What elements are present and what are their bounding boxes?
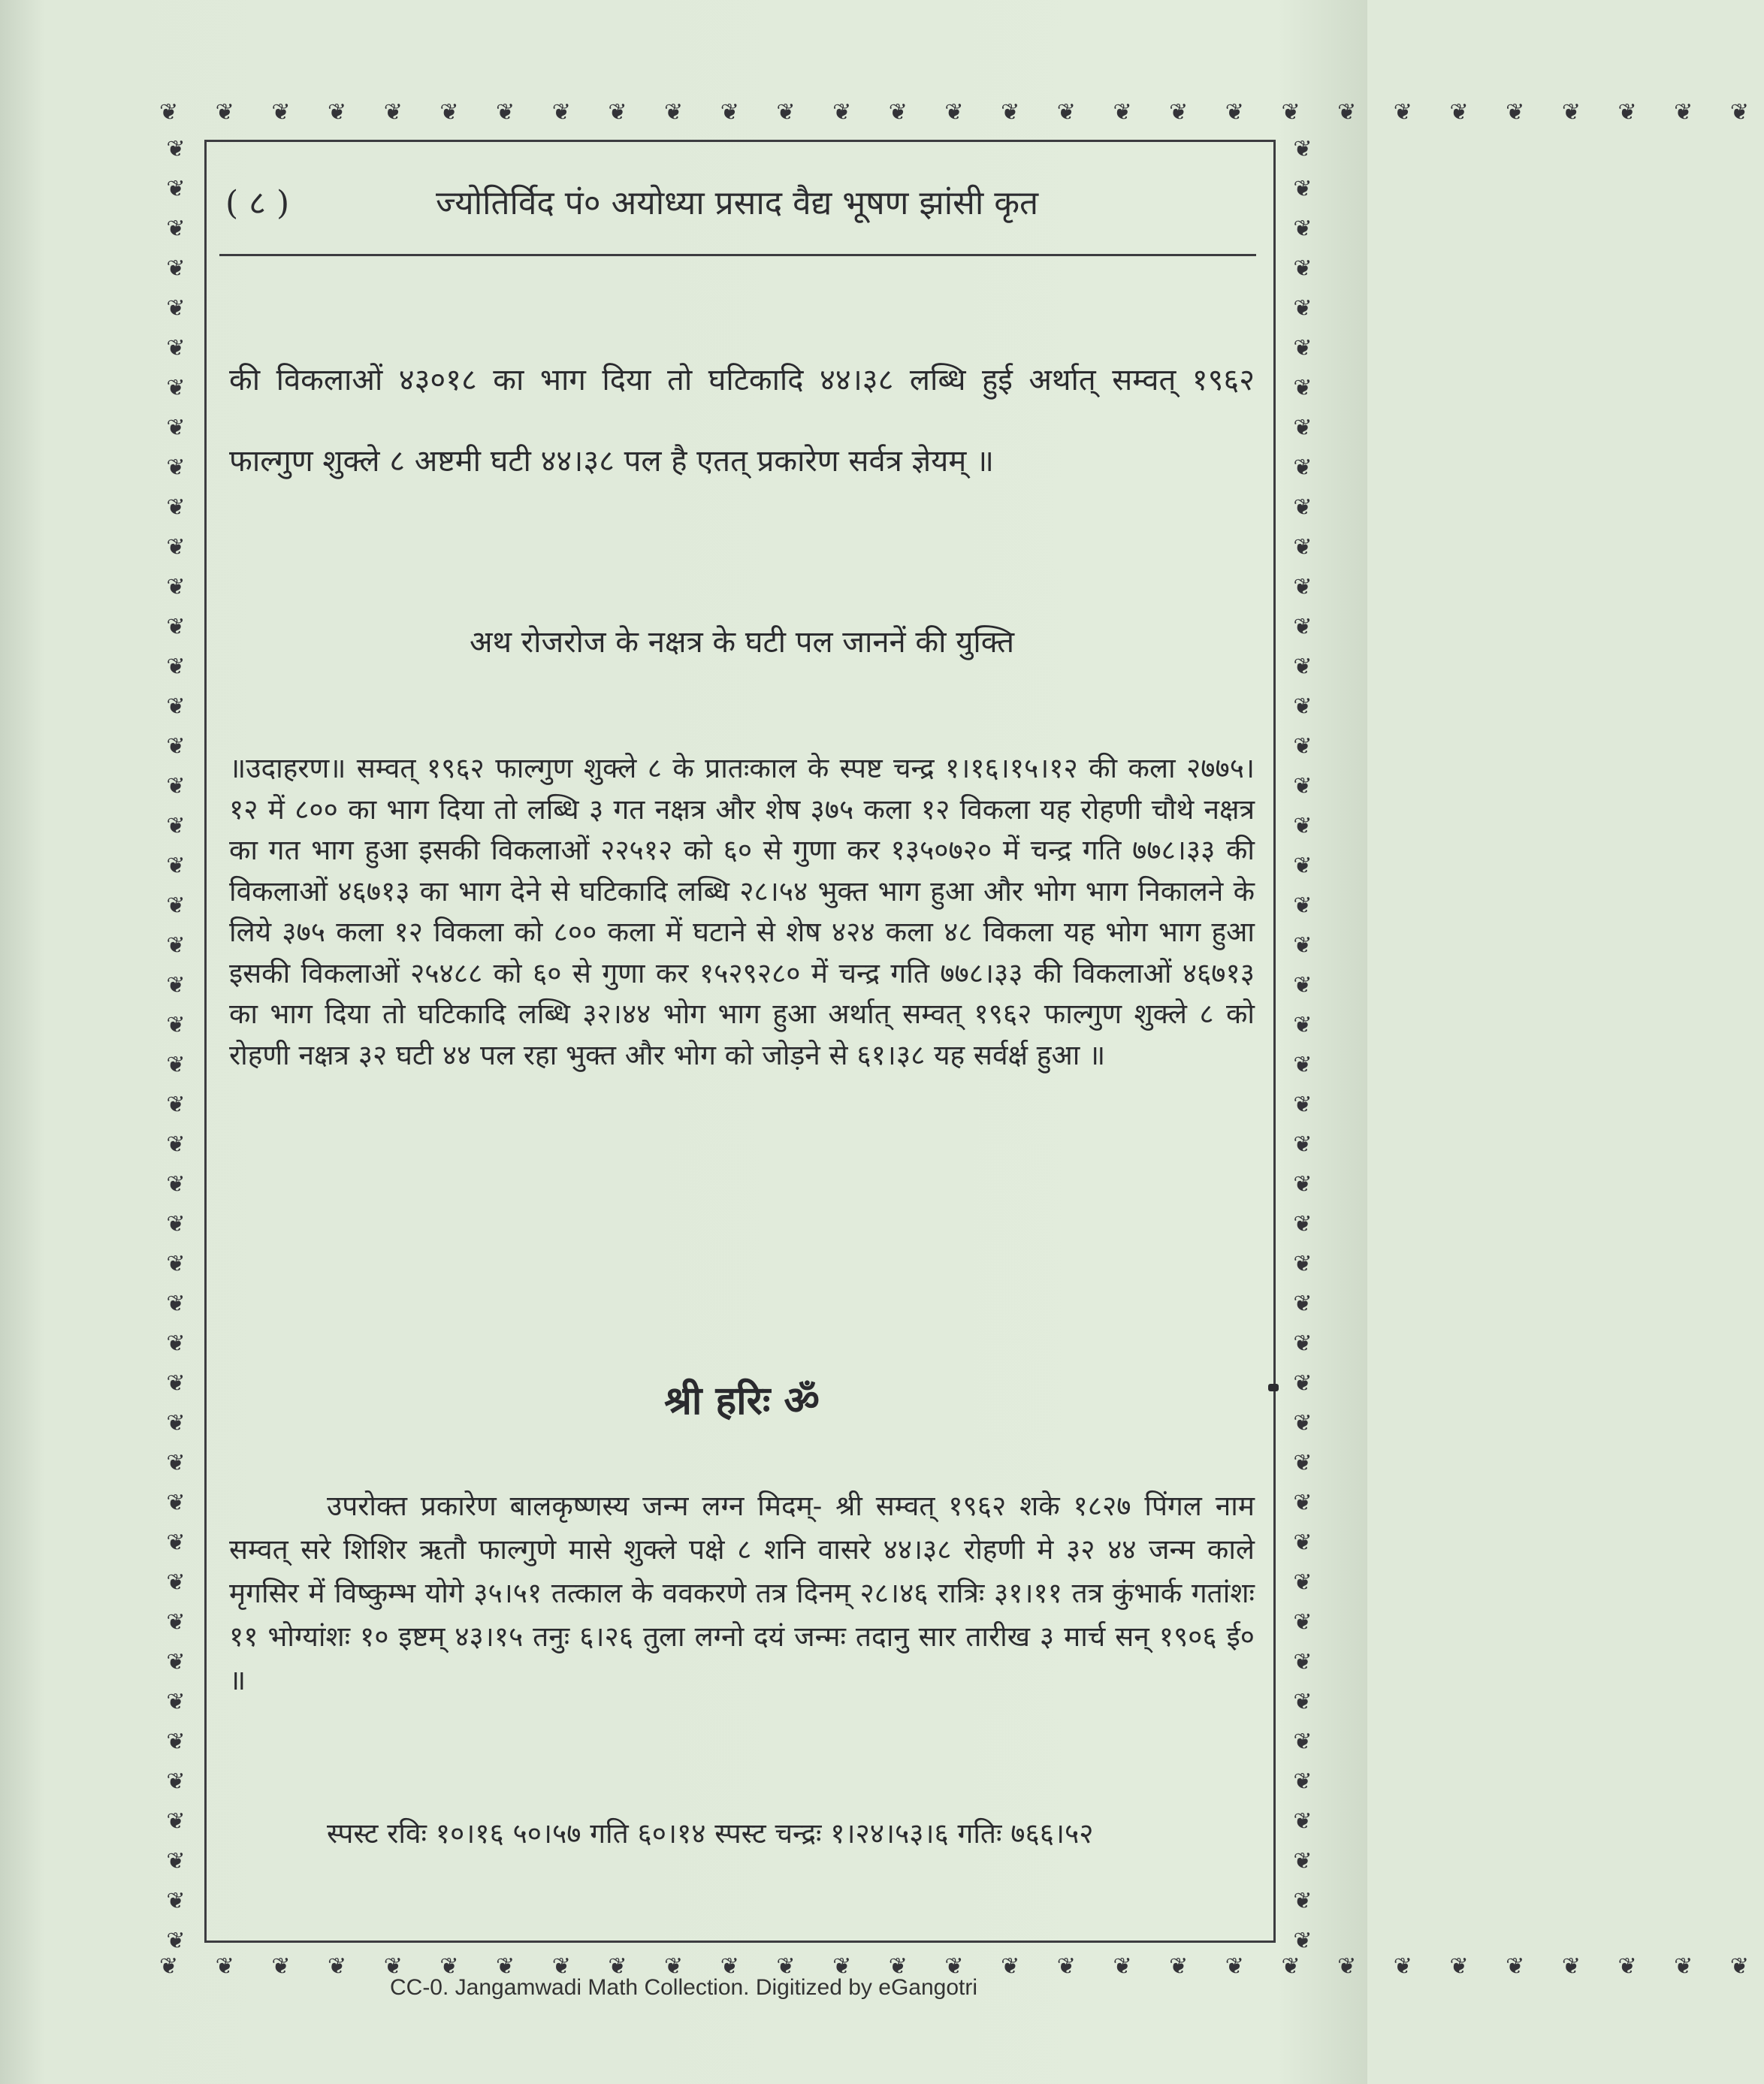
planet-positions-paragraph: स्पस्ट रविः १०।१६ ५०।५७ गति ६०।१४ स्पस्ट चन्द्रः १।२४।५३।६ गतिः ७६६।५२ (327, 1817, 1094, 1850)
running-header (218, 170, 1240, 237)
horoscope-paragraph: उपरोक्त प्रकारेण बालकृष्णस्य जन्म लग्न मिदम्- श्री सम्वत् १९६२ शके १८२७ पिंगल नाम सम्वत् सरे शिशिर ऋतौ फाल्गुणे मासे शुक्ले पक्षे ८ शनि वासरे ४४।३८ रोहणी मे ३२ ४४ जन्म काले मृगसिर में विष्कुम्भ योगे ३५।५१ तत्काल के ववकरणे तत्र दिनम् २८।४६ रात्रिः ३१।११ तत्र कुंभार्क गतांशः ११ भोग्यांशः १० इष्टम् ४३।१५ तनुः ६।२६ तुला लग्नो दयं जन्मः तदानु सार तारीख ३ मार्च सन् १९०६ ई० ॥ (229, 1490, 1255, 1696)
header-title: ज्योतिर्विद पं० अयोध्या प्रसाद वैद्य भूषण झांसी कृत (436, 184, 1039, 222)
digitization-credit: CC-0. Jangamwadi Math Collection. Digitized by eGangotri (389, 1975, 978, 2000)
header-rule (219, 254, 1256, 256)
right-ornamental-border: ❦ ❦ ❦ ❦ ❦ ❦ ❦ ❦ ❦ ❦ ❦ ❦ ❦ ❦ ❦ ❦ ❦ ❦ ❦ ❦ ❦ ❦ ❦ ❦ ❦ ❦ ❦ ❦ ❦ ❦ ❦ ❦ ❦ ❦ ❦ ❦ ❦ ❦ ❦ ❦ ❦ ❦ ❦ ❦ ❦ ❦ (1293, 136, 1312, 1954)
bottom-ornamental-border: ❦ ❦ ❦ ❦ ❦ ❦ ❦ ❦ ❦ ❦ ❦ ❦ ❦ ❦ ❦ ❦ ❦ ❦ ❦ ❦ ❦ ❦ ❦ ❦ ❦ ❦ ❦ ❦ ❦ (159, 1953, 1764, 1980)
continuation-paragraph: की विकलाओं ४३०१८ का भाग दिया तो घटिकादि ४४।३८ लब्धि हुई अर्थात् सम्वत् १९६२ फाल्गुण शुक्ले ८ अष्टमी घटी ४४।३८ पल है एतत् प्रकारेण सर्वत्र ज्ञेयम् ॥ (229, 363, 1255, 479)
left-ornamental-border: ❦ ❦ ❦ ❦ ❦ ❦ ❦ ❦ ❦ ❦ ❦ ❦ ❦ ❦ ❦ ❦ ❦ ❦ ❦ ❦ ❦ ❦ ❦ ❦ ❦ ❦ ❦ ❦ ❦ ❦ ❦ ❦ ❦ ❦ ❦ ❦ ❦ ❦ ❦ ❦ ❦ ❦ ❦ ❦ ❦ ❦ (166, 136, 186, 1954)
example-paragraph: ॥उदाहरण॥ सम्वत् १९६२ फाल्गुण शुक्ले ८ के प्रातःकाल के स्पष्ट चन्द्र १।१६।१५।१२ की कला २७७५।१२ में ८०० का भाग दिया तो लब्धि ३ गत नक्षत्र और शेष ३७५ कला १२ विकला यह रोहणी चौथे नक्षत्र का गत भाग हुआ इसकी विकलाओं २२५१२ को ६० से गुणा कर १३५०७२० में चन्द्र गति ७७८।३३ की विकलाओं ४६७१३ का भाग देने से घटिकादि लब्धि २८।५४ भुक्त भाग हुआ और भोग भाग निकालने के लिये ३७५ कला १२ विकला को ८०० कला में घटाने से शेष ४२४ कला ४८ विकला यह भोग भाग हुआ इसकी विकलाओं २५४८८ को ६० से गुणा कर १५२९२८० में चन्द्र गति ७७८।३३ की विकलाओं ४६७१३ का भाग दिया तो घटिकादि लब्धि ३२।४४ भोग भाग हुआ अर्थात् सम्वत् १९६२ फाल्गुण शुक्ले ८ को रोहणी नक्षत्र ३२ घटी ४४ पल रहा भुक्त और भोग को जोड़ने से ६१।३८ यह सर्वर्क्ष हुआ ॥ (229, 752, 1255, 1071)
section-heading: अथ रोजरोज के नक्षत्र के घटी पल जाननें की युक्ति (469, 625, 1015, 660)
top-ornamental-border: ❦ ❦ ❦ ❦ ❦ ❦ ❦ ❦ ❦ ❦ ❦ ❦ ❦ ❦ ❦ ❦ ❦ ❦ ❦ ❦ ❦ ❦ ❦ ❦ ❦ ❦ ❦ ❦ ❦ (159, 99, 1764, 125)
margin-mark (1268, 1384, 1279, 1391)
page-number: ( ८ ) (225, 184, 290, 222)
invocation-heading: श्री हरिः ॐ (664, 1378, 820, 1424)
